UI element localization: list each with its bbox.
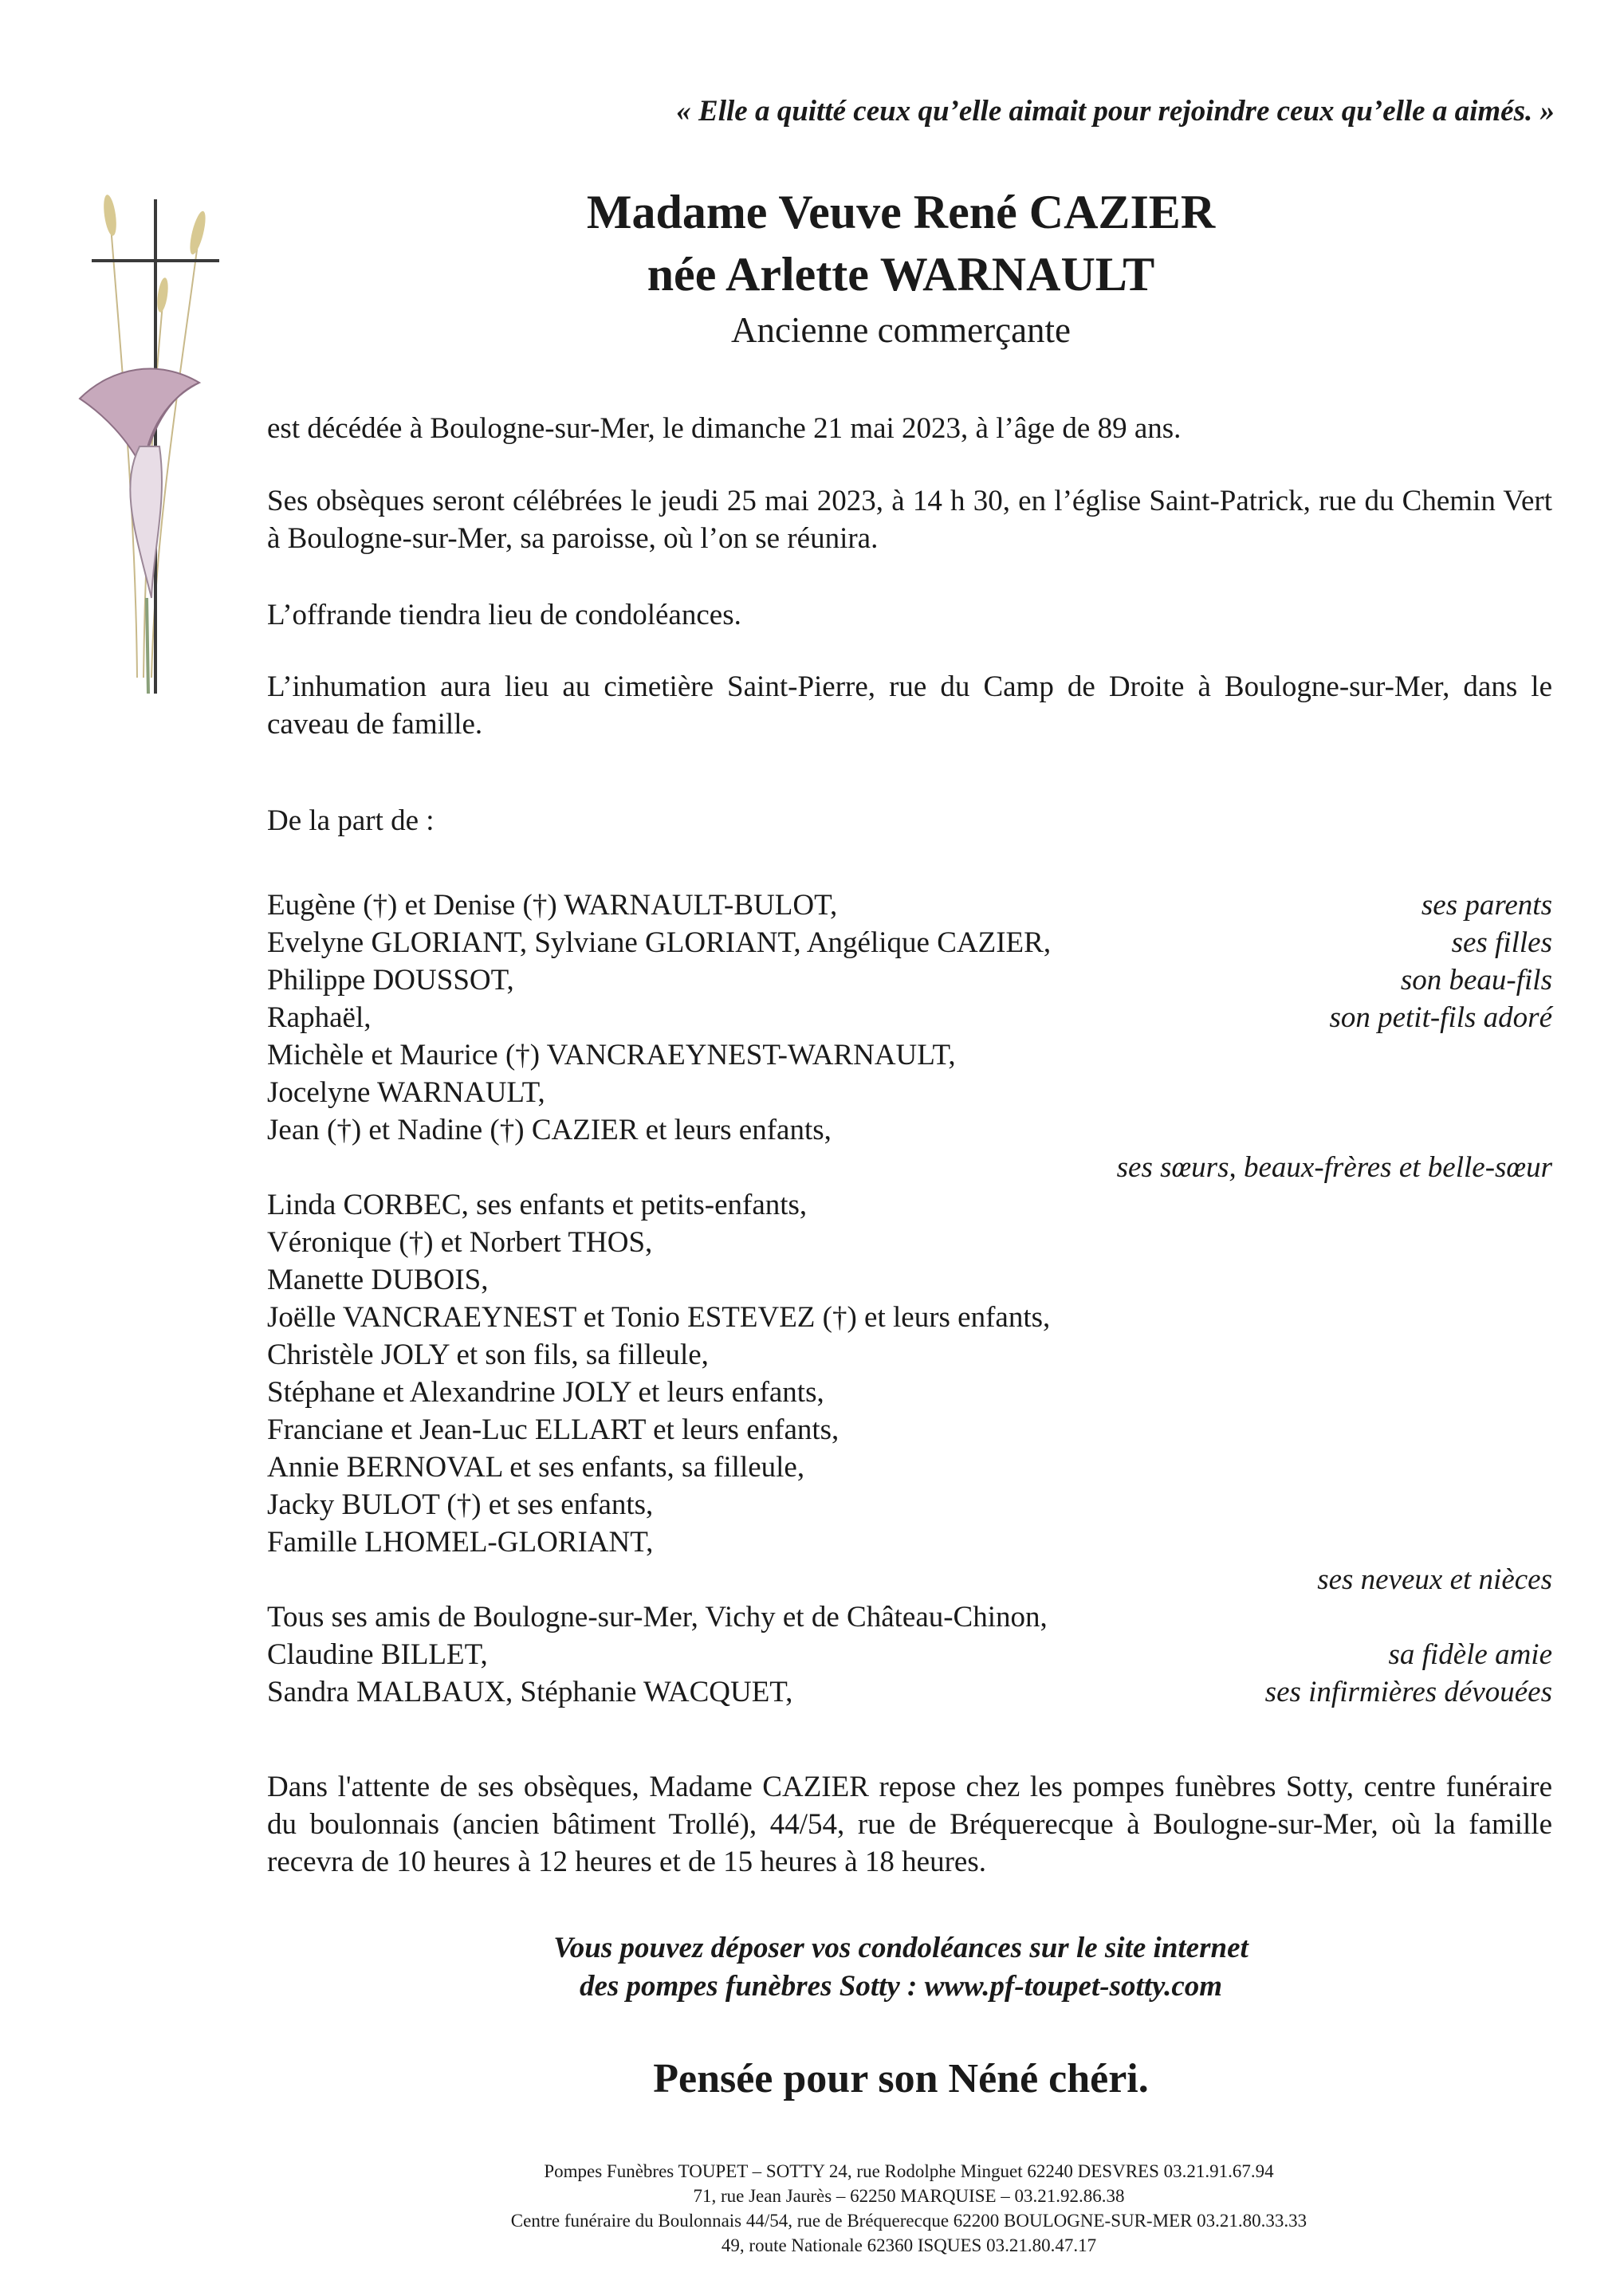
family-row (267, 1186, 1552, 1224)
family-name: Sandra MALBAUX, Stéphanie WACQUET, (267, 1676, 793, 1708)
family-relation: son beau-fils (1400, 964, 1552, 997)
offering-paragraph: L’offrande tiendra lieu de condoléances. (267, 599, 741, 631)
family-row (267, 1486, 1552, 1523)
footer-line: Pompes Funèbres TOUPET – SOTTY 24, rue Rodolphe Minguet 62240 DESVRES 03.21.91.67.94 (544, 2161, 1274, 2181)
family-name: Evelyne GLORIANT, Sylviane GLORIANT, Angélique CAZIER, (267, 926, 1052, 959)
footer-line: 49, route Nationale 62360 ISQUES 03.21.80.47.17 (721, 2235, 1097, 2255)
family-relation: ses parents (1421, 889, 1552, 922)
family-relation: ses filles (1451, 926, 1552, 959)
family-row (267, 1336, 1552, 1374)
lily-flower-icon (80, 369, 199, 694)
family-row (267, 1111, 1552, 1149)
family-name: Véronique (†) et Norbert THOS, (267, 1226, 653, 1259)
condolences-line: Vous pouvez déposer vos condoléances sur le site internet (553, 1932, 1248, 1964)
family-row (267, 961, 1552, 999)
family-list (267, 887, 1552, 1711)
family-name: Famille LHOMEL-GLORIANT, (267, 1526, 654, 1559)
family-name: Philippe DOUSSOT, (267, 964, 514, 997)
death-notice-paragraph: est décédée à Boulogne-sur-Mer, le dimanche 21 mai 2023, à l’âge de 89 ans. (267, 412, 1182, 445)
family-relation: ses sœurs, beaux-frères et belle-sœur (1116, 1151, 1552, 1184)
family-row (267, 1523, 1552, 1561)
family-name: Michèle et Maurice (†) VANCRAEYNEST-WARNAULT, (267, 1039, 956, 1071)
family-name: Manette DUBOIS, (267, 1264, 489, 1296)
family-row (267, 1036, 1552, 1074)
closing-thought: Pensée pour son Néné chéri. (653, 2056, 1149, 2101)
family-name: Eugène (†) et Denise (†) WARNAULT-BULOT, (267, 889, 838, 922)
family-name: Tous ses amis de Boulogne-sur-Mer, Vichy et de Château-Chinon, (267, 1601, 1048, 1634)
cross-lily-illustration (64, 183, 223, 694)
family-relation: ses neveux et nièces (1317, 1563, 1552, 1596)
family-row (267, 1561, 1552, 1598)
family-name: Franciane et Jean-Luc ELLART et leurs enfants, (267, 1413, 840, 1446)
funeral-paragraph: Ses obsèques seront célébrées le jeudi 25 mai 2023, à 14 h 30, en l’église Saint-Patrick, rue du Chemin Vert à Boulogne-sur-Mer, sa paroisse, où l’on se réunira. (267, 485, 1552, 555)
epigraph-quote: « Elle a quitté ceux qu’elle aimait pour rejoindre ceux qu’elle a aimés. » (676, 95, 1555, 128)
family-name: Linda CORBEC, ses enfants et petits-enfants, (267, 1189, 808, 1221)
family-row (267, 1224, 1552, 1261)
family-row (267, 1374, 1552, 1411)
footer-line: Centre funéraire du Boulonnais 44/54, rue de Bréquerecque 62200 BOULOGNE-SUR-MER 03.21.80.33.33 (510, 2211, 1307, 2231)
family-row (267, 1598, 1552, 1636)
family-name: Stéphane et Alexandrine JOLY et leurs enfants, (267, 1376, 824, 1409)
family-row (267, 1261, 1552, 1299)
funeral-home-footer (351, 2159, 1467, 2258)
family-row (267, 999, 1552, 1036)
family-relation: sa fidèle amie (1388, 1638, 1552, 1671)
family-name: Christèle JOLY et son fils, sa filleule, (267, 1339, 709, 1371)
family-name: Claudine BILLET, (267, 1638, 488, 1671)
family-row (267, 924, 1552, 961)
family-row (267, 1411, 1552, 1449)
condolences-notice (383, 1929, 1419, 2006)
deceased-maiden-name: née Arlette WARNAULT (647, 248, 1155, 301)
family-row (267, 1636, 1552, 1673)
family-name: Raphaël, (267, 1001, 372, 1034)
deceased-name: Madame Veuve René CAZIER (586, 186, 1216, 238)
family-name: Annie BERNOVAL et ses enfants, sa filleule, (267, 1451, 805, 1484)
family-name: Joëlle VANCRAEYNEST et Tonio ESTEVEZ (†) et leurs enfants, (267, 1301, 1051, 1334)
family-relation: ses infirmières dévouées (1264, 1676, 1552, 1708)
family-row (267, 887, 1552, 924)
family-row (267, 1449, 1552, 1486)
condolences-website-line: des pompes funèbres Sotty : www.pf-toupet-sotty.com (579, 1970, 1223, 2003)
repose-paragraph: Dans l'attente de ses obsèques, Madame CAZIER repose chez les pompes funèbres Sotty, centre funéraire du boulonnais (ancien bâtiment Trollé), 44/54, rue de Bréquerecque à Boulogne-sur-Mer, où la famille recevra de 10 heures à 12 heures et de 15 heures à 18 heures. (267, 1771, 1552, 1878)
family-relation: son petit-fils adoré (1329, 1001, 1552, 1034)
family-row (267, 1299, 1552, 1336)
family-name: Jean (†) et Nadine (†) CAZIER et leurs enfants, (267, 1114, 832, 1146)
footer-line: 71, rue Jean Jaurès – 62250 MARQUISE – 03.21.92.86.38 (693, 2186, 1125, 2206)
family-row (267, 1673, 1552, 1711)
family-name: Jocelyne WARNAULT, (267, 1076, 545, 1109)
family-row (267, 1149, 1552, 1186)
burial-paragraph: L’inhumation aura lieu au cimetière Saint-Pierre, rue du Camp de Droite à Boulogne-sur-Mer, dans le caveau de famille. (267, 670, 1552, 741)
family-name: Jacky BULOT (†) et ses enfants, (267, 1488, 654, 1521)
on-behalf-of-label: De la part de : (267, 804, 435, 837)
deceased-occupation: Ancienne commerçante (730, 310, 1072, 350)
family-row (267, 1074, 1552, 1111)
